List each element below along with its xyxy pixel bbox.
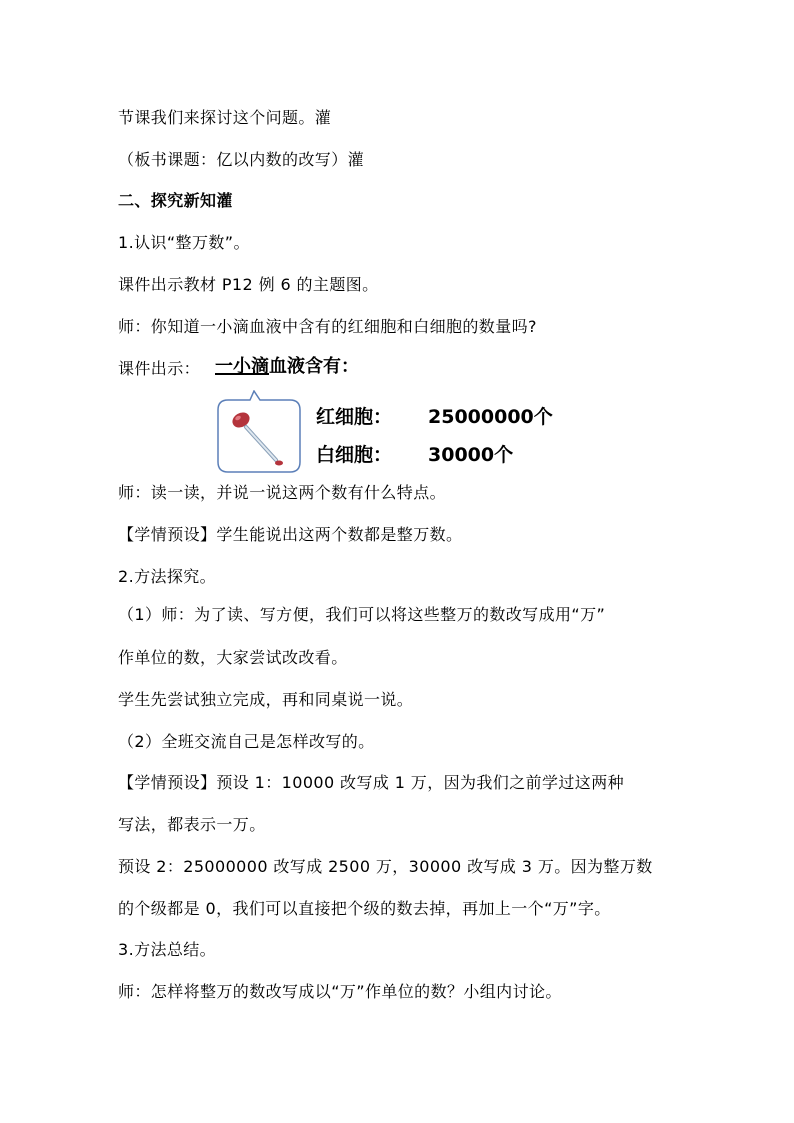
line-3: 1.认识“整万数”。 <box>118 233 250 252</box>
white-cells-row <box>316 440 514 467</box>
line-9: 2.方法探究。 <box>118 567 217 586</box>
line-5: 师：你知道一小滴血液中含有的红细胞和白细胞的数量吗? <box>118 317 537 336</box>
line-6: 课件出示： <box>118 359 201 378</box>
red-cells-label: 红细胞： <box>316 406 393 428</box>
red-cells-value: 25000000个 <box>428 406 553 428</box>
line-8: 【学情预设】学生能说出这两个数都是整万数。 <box>118 525 463 544</box>
dropper-bubble <box>214 390 304 476</box>
figure-title-underlined: 一小滴 <box>215 356 269 377</box>
line-10: （1）师：为了读、写方便，我们可以将这些整万的数改写成用“万” <box>118 605 606 624</box>
line-18: 3.方法总结。 <box>118 940 217 959</box>
line-1: （板书课题：亿以内数的改写）灌 <box>118 150 365 169</box>
red-cells-row <box>316 402 553 429</box>
dropper-icon <box>214 390 304 476</box>
line-12: 学生先尝试独立完成，再和同桌说一说。 <box>118 690 414 709</box>
line-4: 课件出示教材 P12 例 6 的主题图。 <box>118 275 379 294</box>
line-17: 的个级都是 0，我们可以直接把个级的数去掉，再加上一个“万”字。 <box>118 899 611 918</box>
line-7: 师：读一读，并说一说这两个数有什么特点。 <box>118 483 447 502</box>
line-0: 节课我们来探讨这个问题。灌 <box>118 108 332 127</box>
figure-title <box>215 352 359 378</box>
line-15: 写法，都表示一万。 <box>118 815 266 834</box>
line-14: 【学情预设】预设 1：10000 改写成 1 万，因为我们之前学过这两种 <box>118 773 625 792</box>
section-heading: 二、探究新知灌 <box>118 191 233 210</box>
line-16: 预设 2：25000000 改写成 2500 万，30000 改写成 3 万。因为整万数 <box>118 857 653 876</box>
white-cells-label: 白细胞： <box>316 444 393 466</box>
line-19: 师：怎样将整万的数改写成以“万”作单位的数？小组内讨论。 <box>118 982 562 1001</box>
white-cells-value: 30000个 <box>428 444 514 466</box>
figure-title-rest: 血液含有： <box>269 356 359 377</box>
line-11: 作单位的数，大家尝试改改看。 <box>118 648 348 667</box>
line-13: （2）全班交流自己是怎样改写的。 <box>118 732 375 751</box>
